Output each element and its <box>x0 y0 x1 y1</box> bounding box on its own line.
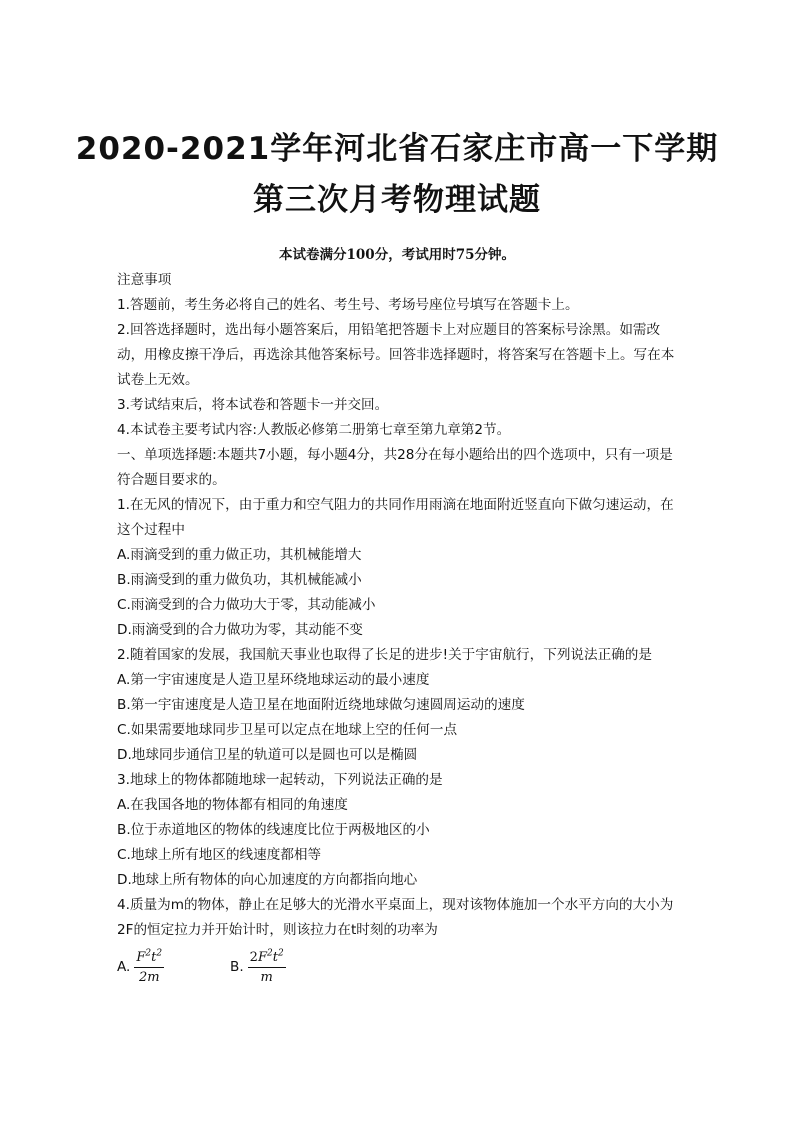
question-option: C.地球上所有地区的线速度都相等 <box>117 847 322 863</box>
question-option: A.雨滴受到的重力做正功，其机械能增大 <box>117 547 362 563</box>
exam-score-note: 本试卷满分100分，考试用时75分钟。 <box>279 247 515 263</box>
exam-title-line1: 2020-2021学年河北省石家庄市高一下学期 <box>75 131 719 167</box>
fraction-denominator: 2m <box>138 970 160 985</box>
notes-heading: 注意事项 <box>117 272 172 288</box>
question-option: D.雨滴受到的合力做功为零，其动能不变 <box>117 622 363 638</box>
q4-choices <box>117 949 679 999</box>
note-item: 3.考试结束后，将本试卷和答题卡一并交回。 <box>117 397 389 413</box>
q4-option-a <box>117 949 164 986</box>
question-option: D.地球同步通信卫星的轨道可以是圆也可以是椭圆 <box>117 747 418 763</box>
note-item: 4.本试卷主要考试内容:人教版必修第二册第七章至第九章第2节。 <box>117 422 511 438</box>
section-heading: 一、单项选择题:本题共7小题，每小题4分，共28分在每小题给出的四个选项中，只有一项是符合题目要求的。 <box>117 447 673 488</box>
fraction-numerator <box>248 949 286 968</box>
question-option: D.地球上所有物体的向心加速度的方向都指向地心 <box>117 872 418 888</box>
note-item: 2.回答选择题时，选出每小题答案后，用铅笔把答题卡上对应题目的答案标号涂黑。如需改动，用橡皮擦干净后，再选涂其他答案标号。回答非选择题时，将答案写在答题卡上。写在本试卷上无效。 <box>117 322 675 388</box>
option-label: B. <box>230 959 244 975</box>
exam-title-line2: 第三次月考物理试题 <box>253 182 541 218</box>
var-t: t <box>151 950 157 965</box>
var-t: t <box>272 950 278 965</box>
fraction-numerator <box>134 949 164 968</box>
q4-option-b <box>230 949 286 986</box>
fraction-formula <box>134 949 164 986</box>
exponent: 2 <box>145 948 152 959</box>
note-item: 1.答题前，考生务必将自己的姓名、考生号、考场号座位号填写在答题卡上。 <box>117 297 579 313</box>
exponent: 2 <box>156 948 163 959</box>
question-option: A.在我国各地的物体都有相同的角速度 <box>117 797 348 813</box>
question-option: A.第一宇宙速度是人造卫星环绕地球运动的最小速度 <box>117 672 430 688</box>
question-option: C.雨滴受到的合力做功大于零，其动能减小 <box>117 597 376 613</box>
question-option: B.位于赤道地区的物体的线速度比位于两极地区的小 <box>117 822 430 838</box>
fraction-formula <box>248 949 286 986</box>
question-option: C.如果需要地球同步卫星可以定点在地球上空的任何一点 <box>117 722 458 738</box>
question-option: B.第一宇宙速度是人造卫星在地面附近绕地球做匀速圆周运动的速度 <box>117 697 525 713</box>
coefficient: 2 <box>249 950 258 965</box>
var-F: F <box>136 950 146 965</box>
exponent: 2 <box>277 948 284 959</box>
question-stem: 2.随着国家的发展，我国航天事业也取得了长足的进步!关于宇宙航行，下列说法正确的是 <box>117 647 652 663</box>
question-stem: 3.地球上的物体都随地球一起转动，下列说法正确的是 <box>117 772 443 788</box>
var-F: F <box>257 950 267 965</box>
exponent: 2 <box>266 948 273 959</box>
exam-body <box>117 268 679 999</box>
question-stem: 4.质量为m的物体，静止在足够大的光滑水平桌面上，现对该物体施加一个水平方向的大小为2F的恒定拉力并开始计时，则该拉力在t时刻的功率为 <box>117 897 674 938</box>
question-stem: 1.在无风的情况下，由于重力和空气阻力的共同作用雨滴在地面附近竖直向下做匀速运动，在这个过程中 <box>117 497 674 538</box>
option-label: A. <box>117 959 131 975</box>
question-option: B.雨滴受到的重力做负功，其机械能减小 <box>117 572 362 588</box>
fraction-denominator: m <box>260 970 273 985</box>
